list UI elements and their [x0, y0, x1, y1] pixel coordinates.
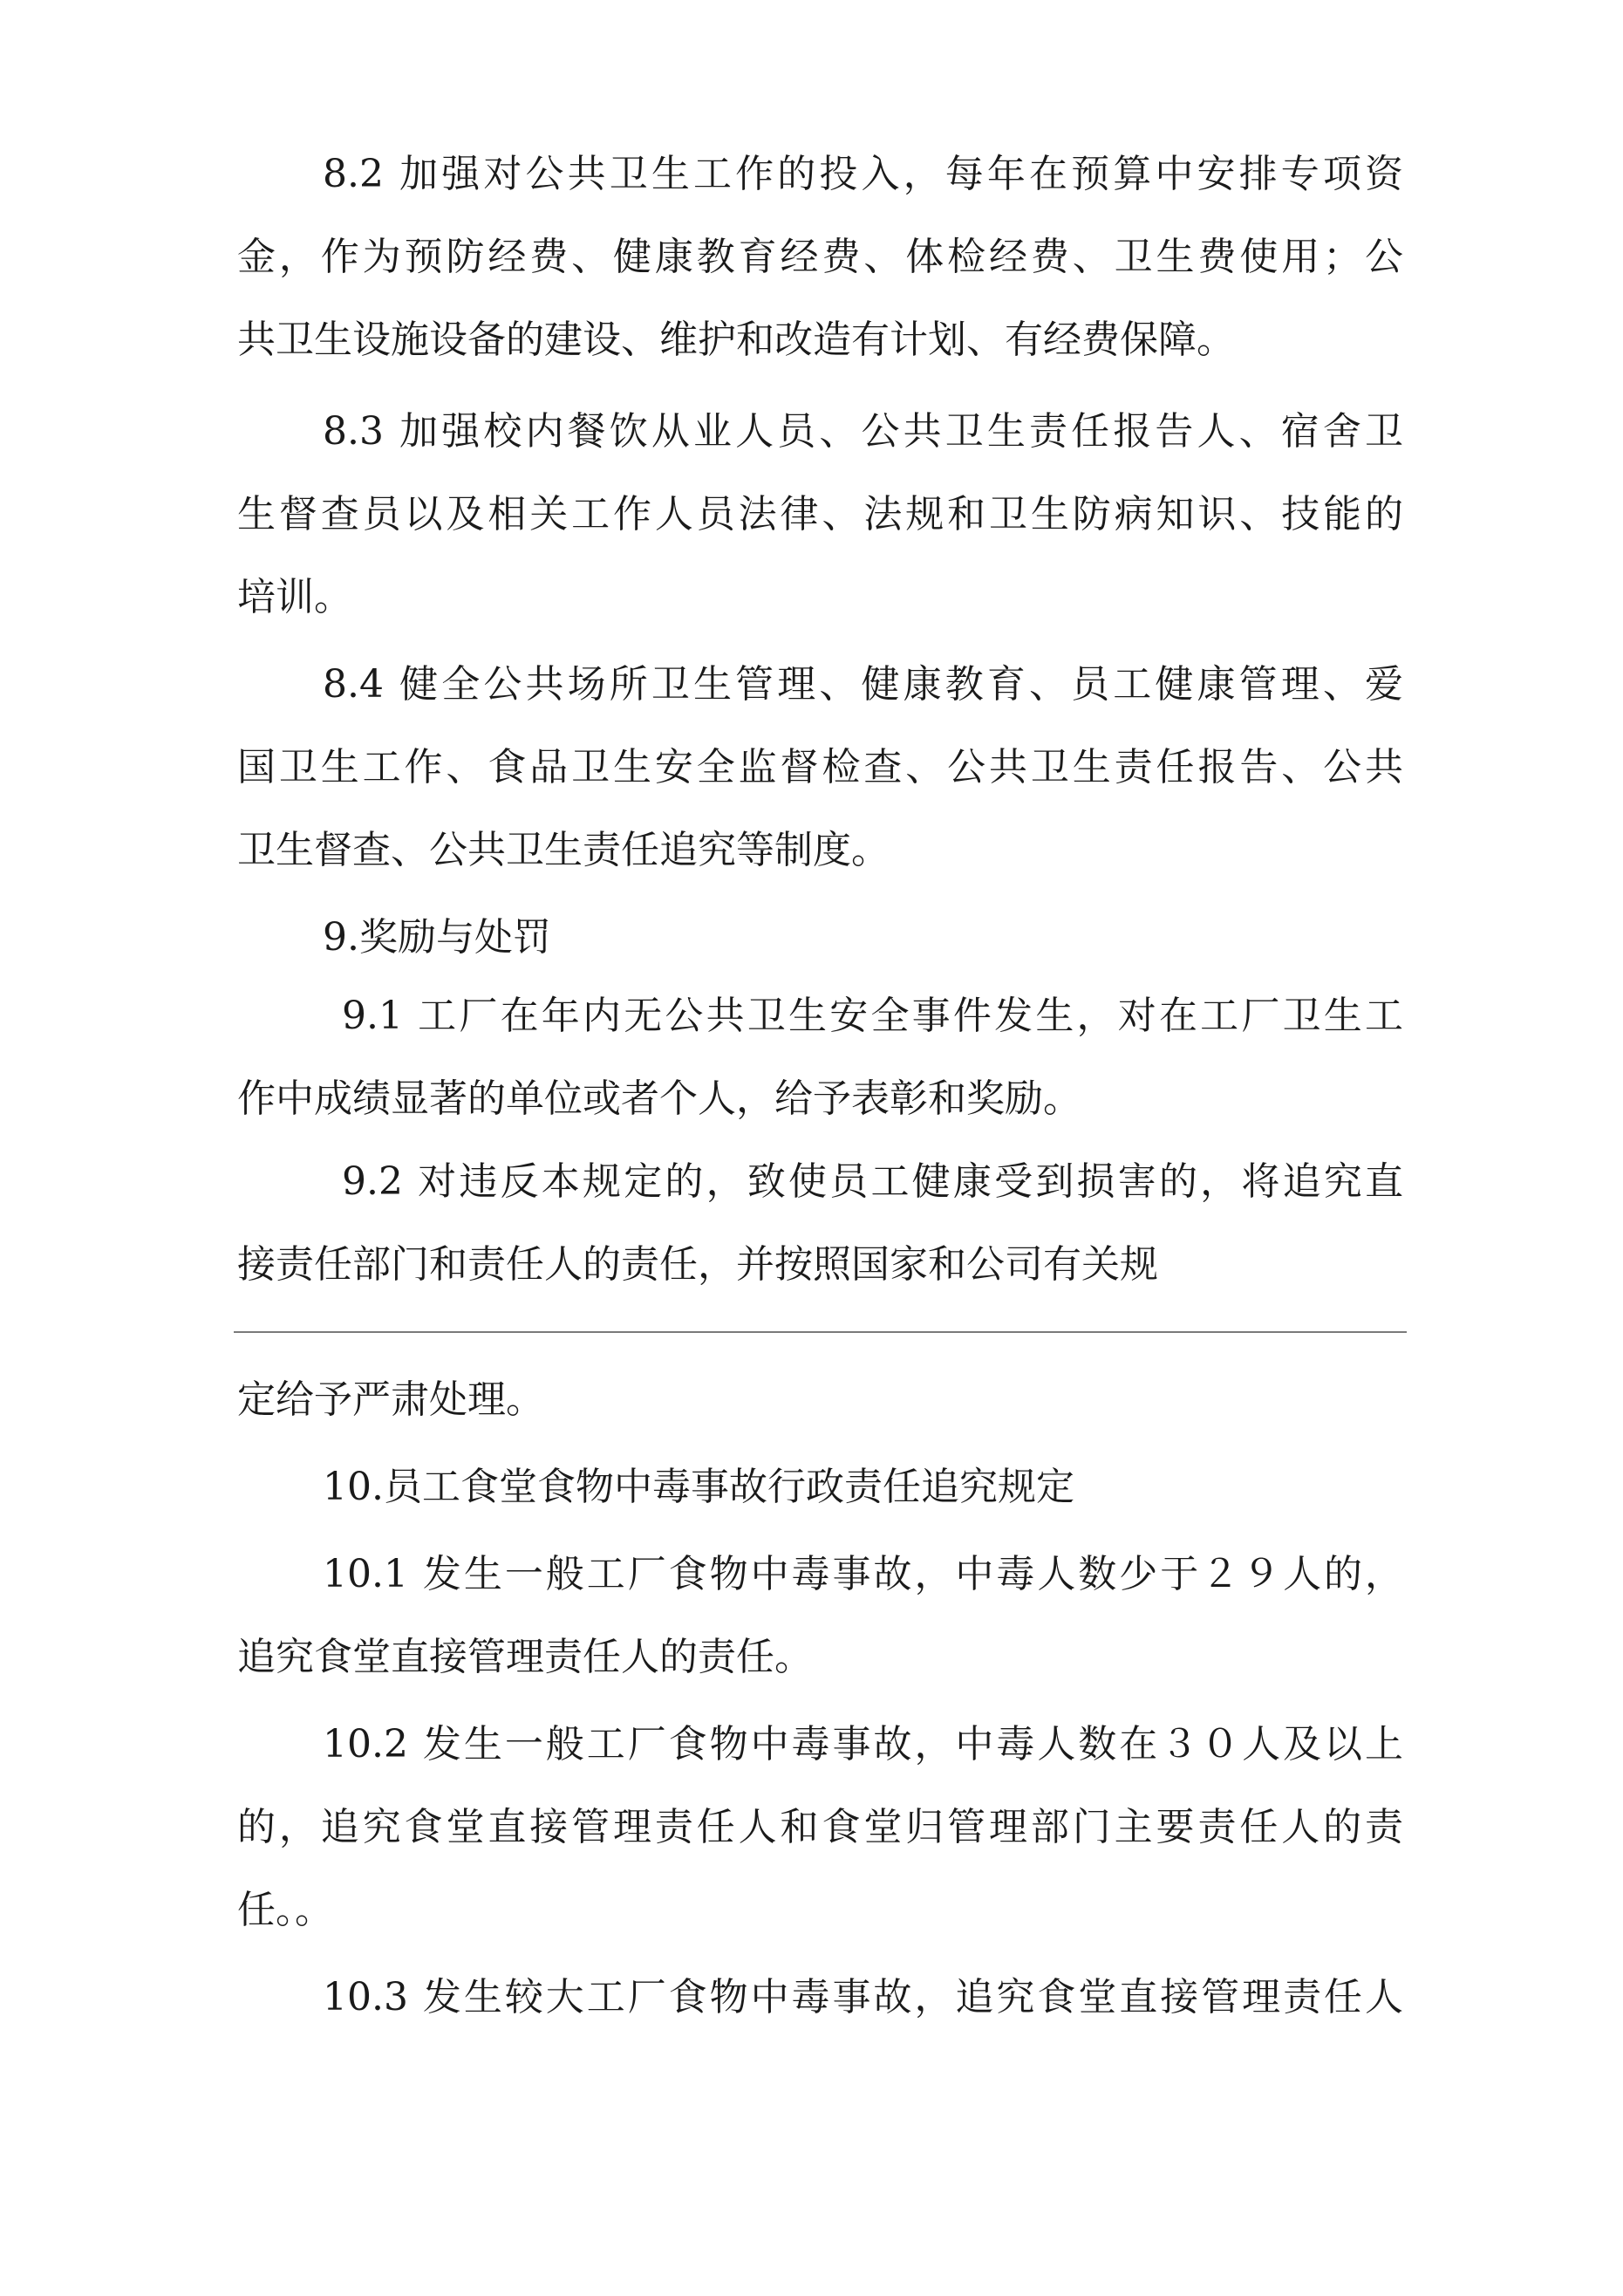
text-line-10-1-b: 追究食堂直接管理责任人的责任。 — [237, 1635, 813, 1679]
text-line-9-1-a: 9.1 工厂在年内无公共卫生安全事件发生，对在工厂卫生工 — [342, 994, 1403, 1038]
text-line-8-2-a: 8.2 加强对公共卫生工作的投入，每年在预算中安排专项资 — [323, 152, 1403, 196]
text-line-8-3-b: 生督查员以及相关工作人员法律、法规和卫生防病知识、技能的 — [237, 492, 1403, 536]
text-line-9-2-b: 接责任部门和责任人的责任，并按照国家和公司有关规 — [237, 1242, 1158, 1287]
text-line-10-2-b: 的，追究食堂直接管理责任人和食堂归管理部门主要责任人的责 — [237, 1805, 1403, 1849]
text-line-8-4-b: 国卫生工作、食品卫生安全监督检查、公共卫生责任报告、公共 — [237, 745, 1403, 789]
section-heading-9: 9.奖励与处罚 — [323, 915, 551, 960]
text-line-8-4-c: 卫生督查、公共卫生责任追究等制度。 — [237, 828, 890, 872]
text-line-10-3-a: 10.3 发生较大工厂食物中毒事故，追究食堂直接管理责任人 — [323, 1975, 1403, 2019]
text-line-9-2-c: 定给予严肃处理。 — [237, 1377, 544, 1422]
text-line-10-1-a: 10.1 发生一般工厂食物中毒事故，中毒人数少于２９人的， — [323, 1552, 1403, 1596]
text-line-8-4-a: 8.4 健全公共场所卫生管理、健康教育、员工健康管理、爱 — [323, 662, 1403, 707]
text-line-8-2-c: 共卫生设施设备的建设、维护和改造有计划、有经费保障。 — [237, 318, 1235, 362]
text-line-10-2-c: 任。。 — [237, 1888, 333, 1932]
text-line-8-3-c: 培训。 — [237, 575, 352, 619]
text-line-9-1-b: 作中成绩显著的单位或者个人，给予表彰和奖励。 — [237, 1076, 1081, 1121]
section-heading-10: 10.员工食堂食物中毒事故行政责任追究规定 — [323, 1465, 1074, 1509]
text-line-10-2-a: 10.2 发生一般工厂食物中毒事故，中毒人数在３０人及以上 — [323, 1722, 1403, 1766]
text-line-8-3-a: 8.3 加强校内餐饮从业人员、公共卫生责任报告人、宿舍卫 — [323, 409, 1403, 454]
text-line-9-2-a: 9.2 对违反本规定的，致使员工健康受到损害的，将追究直 — [342, 1159, 1403, 1204]
text-line-8-2-b: 金，作为预防经费、健康教育经费、体检经费、卫生费使用；公 — [237, 235, 1403, 279]
page-break-divider — [234, 1331, 1407, 1333]
